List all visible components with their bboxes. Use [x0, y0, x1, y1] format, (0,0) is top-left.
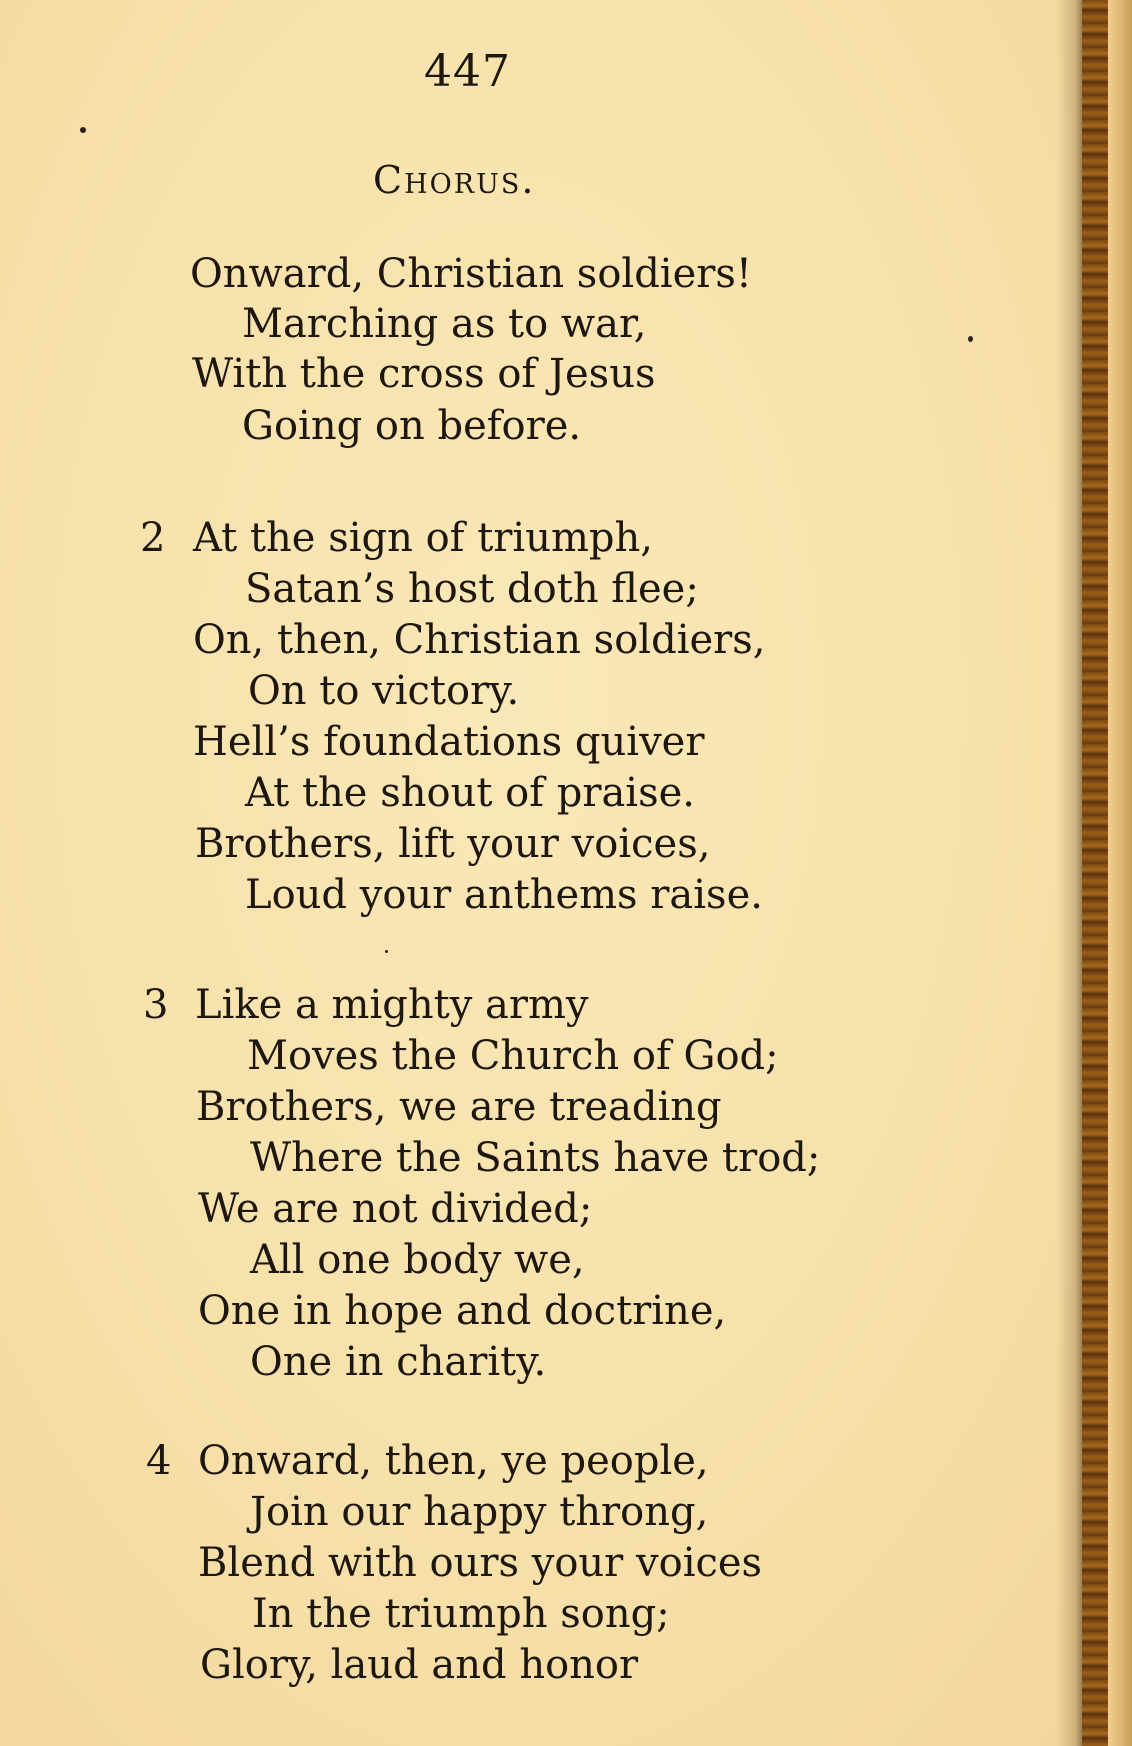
- verse-line: At the sign of triumph,: [193, 515, 653, 561]
- ink-speck: [80, 127, 86, 133]
- verse-line: Hell’s foundations quiver: [193, 719, 705, 765]
- verse-number: 2: [140, 515, 166, 561]
- verse-line: Glory, laud and honor: [200, 1642, 639, 1688]
- verse-line: On to victory.: [248, 668, 520, 714]
- verse-line: One in charity.: [250, 1339, 547, 1385]
- verse-line: Onward, then, ye people,: [198, 1438, 709, 1484]
- ink-speck: [385, 950, 388, 953]
- verse-line: All one body we,: [250, 1237, 585, 1283]
- chorus-heading: Chorus.: [373, 158, 536, 202]
- verse-line: Brothers, lift your voices,: [195, 821, 711, 867]
- verse-line: One in hope and doctrine,: [198, 1288, 727, 1334]
- page-number: 447: [424, 46, 511, 97]
- verse-line: Loud your anthems raise.: [245, 872, 763, 918]
- verse-line: Moves the Church of God;: [247, 1033, 779, 1079]
- verse-line: Like a mighty army: [195, 982, 589, 1028]
- verse-line: Brothers, we are treading: [196, 1084, 722, 1130]
- verse-line: In the triumph song;: [252, 1591, 670, 1637]
- verse-line: Blend with ours your voices: [198, 1540, 763, 1586]
- verse-line: Satan’s host doth flee;: [245, 566, 699, 612]
- book-edge: [1108, 0, 1132, 1746]
- chorus-line: Going on before.: [242, 403, 582, 449]
- verse-line: At the shout of praise.: [245, 770, 695, 816]
- verse-line: Join our happy throng,: [250, 1489, 709, 1535]
- chorus-line: With the cross of Jesus: [192, 351, 656, 397]
- verse-number: 3: [143, 982, 169, 1028]
- page-gutter-shadow: [1056, 0, 1084, 1746]
- verse-line: We are not divided;: [198, 1186, 593, 1232]
- verse-number: 4: [146, 1438, 172, 1484]
- chorus-line: Marching as to war,: [242, 301, 647, 347]
- chorus-line: Onward, Christian soldiers!: [190, 251, 752, 297]
- verse-line: On, then, Christian soldiers,: [193, 617, 766, 663]
- verse-line: Where the Saints have trod;: [250, 1135, 821, 1181]
- ink-speck: [968, 336, 973, 342]
